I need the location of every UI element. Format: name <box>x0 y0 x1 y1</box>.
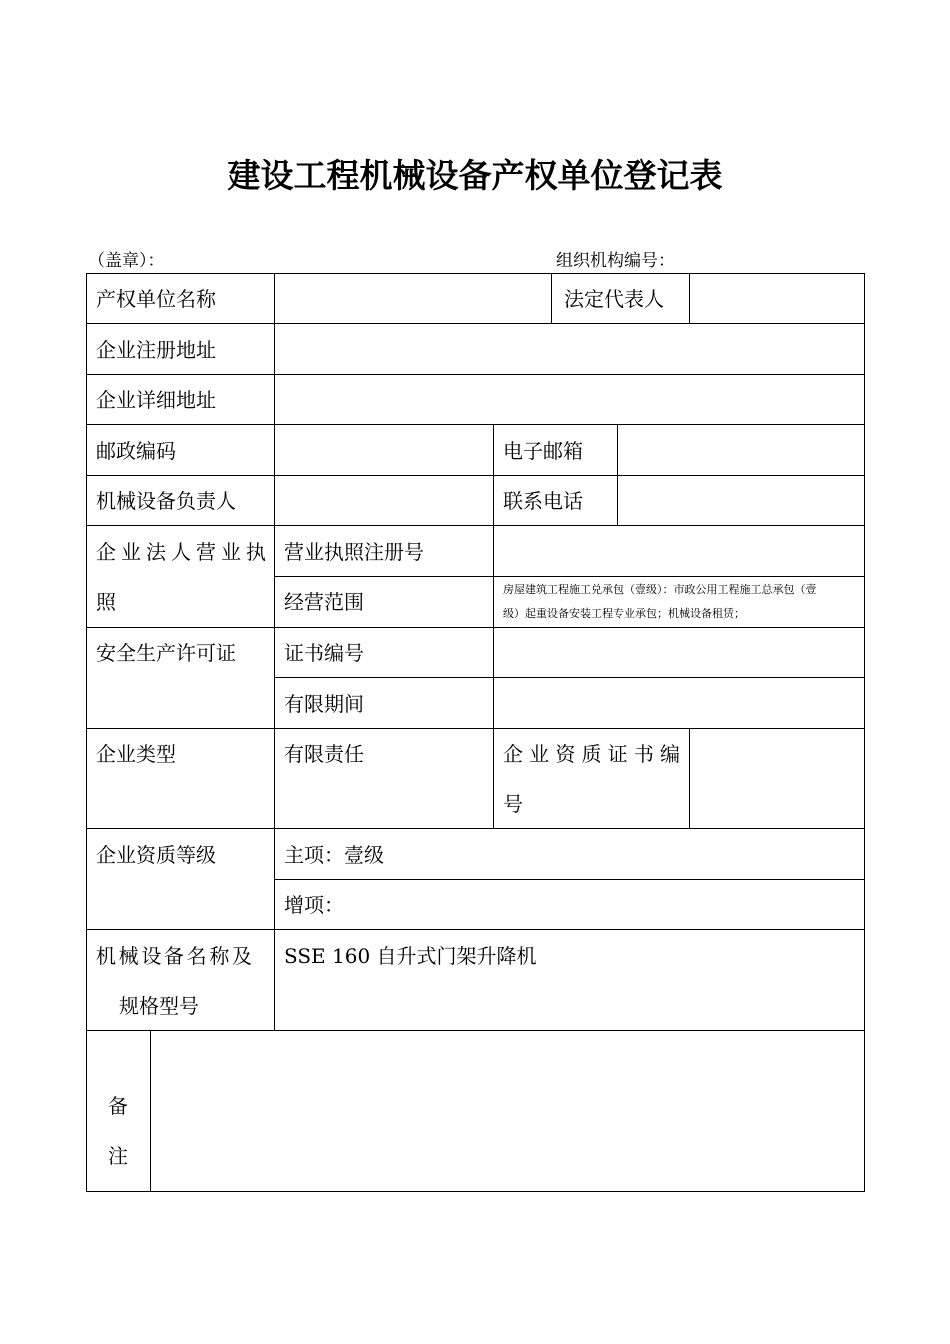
business-scope-value-line1: 房屋建筑工程施工兑承包（壹级）：市政公用工程施工总承包（壹 <box>503 583 817 596</box>
qual-cert-label-line1: 企业资质证书编 <box>503 742 680 766</box>
owner-name-label: 产权单位名称 <box>96 287 216 311</box>
license-reg-no-label: 营业执照注册号 <box>284 540 424 564</box>
legal-rep-label: 法定代表人 <box>564 287 664 311</box>
detail-address-field[interactable] <box>276 376 863 424</box>
cert-no-field[interactable] <box>495 629 863 677</box>
org-code-label: 组织机构编号： <box>556 251 675 271</box>
email-label: 电子邮箱 <box>503 439 583 463</box>
company-type-value: 有限责任 <box>284 742 364 766</box>
main-item: 主项：壹级 <box>284 843 384 867</box>
reg-address-label: 企业注册地址 <box>96 338 216 362</box>
phone-field[interactable] <box>619 477 863 525</box>
equip-name-value: SSE 160 自升式门架升降机 <box>284 944 537 968</box>
remark-label-line2: 注 <box>108 1144 128 1168</box>
license-label-line2: 照 <box>96 590 116 614</box>
qual-cert-field[interactable] <box>691 730 863 828</box>
equip-name-label-line2: 规格型号 <box>119 994 199 1018</box>
company-type-label: 企业类型 <box>96 742 176 766</box>
postcode-label: 邮政编码 <box>96 439 176 463</box>
cert-no-label: 证书编号 <box>284 641 364 665</box>
equip-manager-field[interactable] <box>276 477 492 525</box>
reg-address-field[interactable] <box>276 325 863 373</box>
safety-permit-label: 安全生产许可证 <box>96 641 236 665</box>
owner-name-field[interactable] <box>276 275 550 323</box>
valid-period-field[interactable] <box>495 679 863 727</box>
added-item: 增项： <box>284 893 344 917</box>
qual-level-label: 企业资质等级 <box>96 843 216 867</box>
equip-manager-label: 机械设备负责人 <box>96 489 236 513</box>
detail-address-label: 企业详细地址 <box>96 388 216 412</box>
legal-rep-field[interactable] <box>691 275 863 323</box>
seal-label: （盖章）： <box>88 251 165 271</box>
license-reg-no-field[interactable] <box>495 527 863 575</box>
page-title: 建设工程机械设备产权单位登记表 <box>227 156 723 195</box>
remark-field[interactable] <box>152 1032 863 1190</box>
email-field[interactable] <box>619 426 863 474</box>
license-label-line1: 企业法人营业执 <box>96 540 266 564</box>
remark-label-line1: 备 <box>108 1094 128 1118</box>
qual-cert-label-line2: 号 <box>503 792 523 816</box>
equip-name-label-line1: 机械设备名称及 <box>96 944 252 968</box>
business-scope-value-line2: 级）起重设备安装工程专业承包；机械设备租赁； <box>503 607 745 620</box>
phone-label: 联系电话 <box>503 489 583 513</box>
valid-period-label: 有限期间 <box>284 692 364 716</box>
postcode-field[interactable] <box>276 426 492 474</box>
business-scope-label: 经营范围 <box>284 590 364 614</box>
